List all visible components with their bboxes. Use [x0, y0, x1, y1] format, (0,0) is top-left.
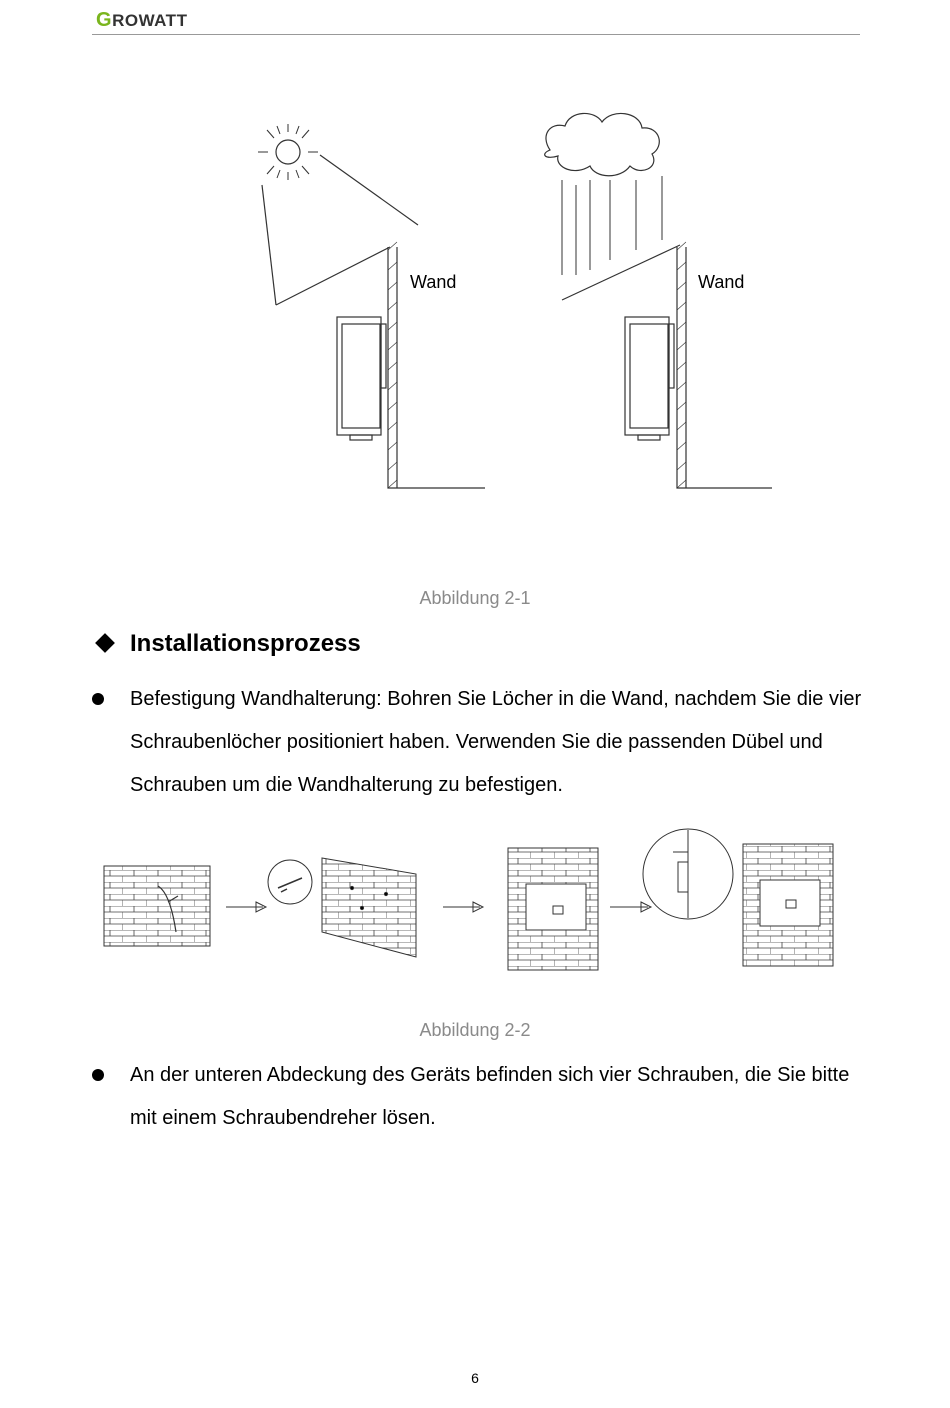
bullet-item-1: [92, 678, 872, 807]
arrow-icon-1: [226, 902, 266, 912]
cloud-icon: [545, 113, 660, 175]
inverter-front-2: [760, 880, 820, 926]
brick-wall-1: [104, 866, 210, 946]
section-title: Installationsprozess: [130, 630, 361, 657]
bullet-text: An der unteren Abdeckung des Geräts befinden sich vier Schrauben, die Sie bitte mit einem Schraubendreher lösen.: [130, 1064, 850, 1129]
bullet-text: Befestigung Wandhalterung: Bohren Sie Löcher in die Wand, nachdem Sie die vier Schraubenlöcher positioniert haben. Verwenden Sie die passenden Dübel und Schrauben um die Wandhalterung zu befestigen.: [130, 688, 862, 796]
growatt-logo: GROWATT: [96, 9, 188, 31]
section-heading: [92, 630, 361, 658]
sun-icon: [258, 124, 318, 180]
figure2-caption: Abbildung 2-2: [419, 1020, 531, 1040]
brick-wall-2: [322, 858, 416, 957]
arrow-icon-2: [443, 902, 483, 912]
inverter-front-1: [526, 884, 586, 930]
screw-detail-circle: [268, 860, 312, 904]
figure1-caption: Abbildung 2-1: [419, 588, 531, 608]
wall-label-left: Wand: [410, 272, 457, 292]
right-inverter: [625, 317, 674, 440]
left-inverter: [337, 317, 386, 440]
bullet-dot-icon: [92, 1069, 104, 1081]
page-number: 6: [471, 1370, 479, 1386]
bullet-item-2: [92, 1054, 872, 1140]
diamond-bullet-icon: [95, 633, 115, 653]
figure-sun-rain-wall: [240, 110, 800, 510]
page-header: [92, 6, 860, 35]
figure-mounting-steps: [98, 822, 843, 972]
wall-label-right: Wand: [698, 272, 745, 292]
arrow-icon-3: [610, 902, 651, 912]
brand-rest: ROWATT: [112, 11, 188, 30]
bullet-dot-icon: [92, 693, 104, 705]
